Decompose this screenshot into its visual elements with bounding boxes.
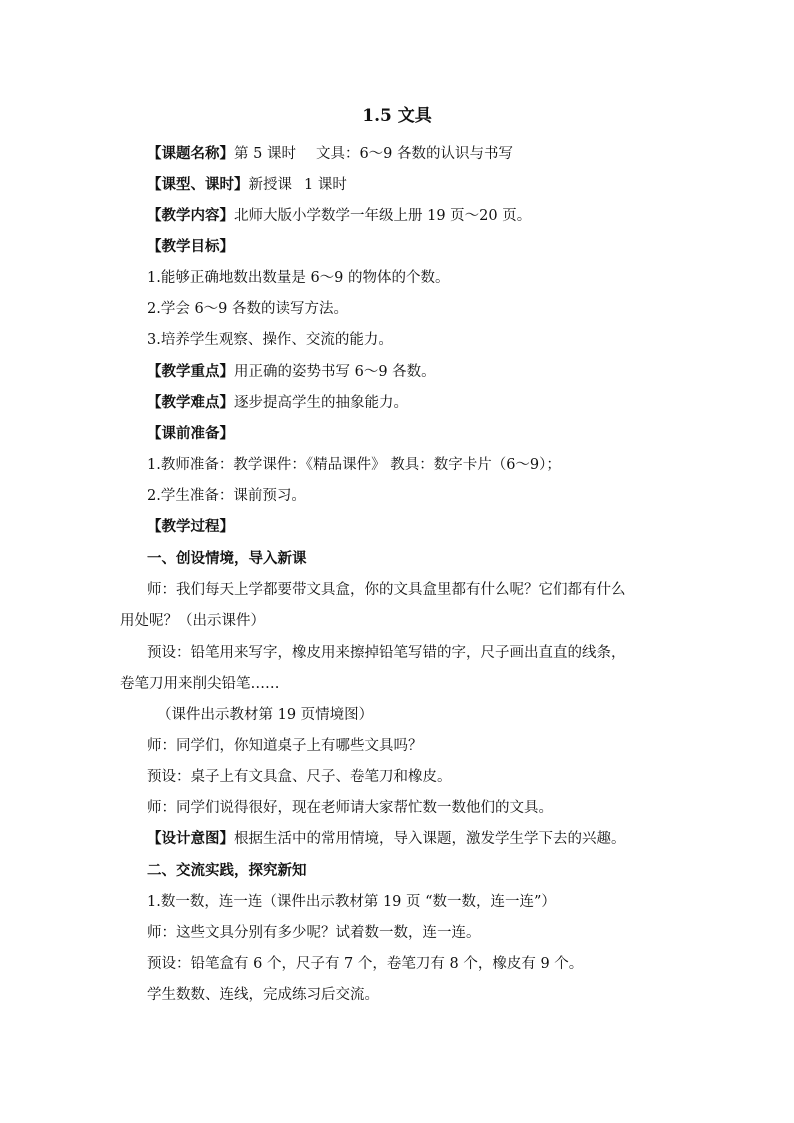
- label-prep: 【课前准备】: [147, 425, 234, 442]
- paragraph-line: 师：同学们说得很好，现在老师请大家帮忙数一数他们的文具。: [147, 800, 553, 816]
- paragraph-line: 预设：铅笔用来写字，橡皮用来擦掉铅笔写错的字，尺子画出直直的线条，: [147, 645, 626, 661]
- topic-period: 第 5 课时: [234, 146, 296, 162]
- paragraph-line: 预设：桌子上有文具盒、尺子、卷笔刀和橡皮。: [147, 769, 452, 785]
- row-content: [147, 206, 707, 226]
- row-topic: [147, 144, 707, 164]
- paragraph-line: 师：这些文具分别有多少呢？试着数一数，连一连。: [147, 925, 481, 941]
- topic-name: 文具：6～9 各数的认识与书写: [315, 146, 514, 162]
- design-intent-text: 根据生活中的常用情境，导入课题，激发学生学下去的兴趣。: [234, 831, 626, 847]
- row-difficulty: [147, 393, 707, 413]
- type-value: 新授课: [248, 177, 292, 193]
- section2-heading: 二、交流实践，探究新知: [147, 862, 307, 879]
- paragraph-line: 1.数一数，连一连（课件出示教材第 19 页 “数一数，连一连”）: [147, 894, 556, 910]
- difficulty-text: 逐步提高学生的抽象能力。: [234, 395, 408, 411]
- goal-item: 2.学会 6～9 各数的读写方法。: [147, 301, 349, 317]
- row-key: [147, 362, 707, 382]
- section1-heading: 一、创设情境，导入新课: [147, 550, 307, 567]
- key-text: 用正确的姿势书写 6～9 各数。: [234, 364, 436, 380]
- paragraph-line: 学生数数、连线，完成练习后交流。: [147, 987, 379, 1003]
- design-intent: [147, 829, 707, 849]
- label-content: 【教学内容】: [147, 207, 234, 224]
- prep-item: 2.学生准备：课前预习。: [147, 488, 306, 504]
- content-text: 北师大版小学数学一年级上册 19 页～20 页。: [234, 208, 532, 224]
- label-topic: 【课题名称】: [147, 145, 234, 162]
- label-key: 【教学重点】: [147, 363, 234, 380]
- label-design-intent: 【设计意图】: [147, 830, 234, 847]
- paragraph-line: 预设：铅笔盒有 6 个，尺子有 7 个，卷笔刀有 8 个，橡皮有 9 个。: [147, 956, 584, 972]
- label-process: 【教学过程】: [147, 518, 234, 535]
- row-type: [147, 175, 707, 195]
- paragraph-line: 师：我们每天上学都要带文具盒，你的文具盒里都有什么呢？它们都有什么: [147, 582, 626, 598]
- label-goals: 【教学目标】: [147, 238, 234, 255]
- goal-item: 1.能够正确地数出数量是 6～9 的物体的个数。: [147, 270, 450, 286]
- goal-item: 3.培养学生观察、操作、交流的能力。: [147, 332, 393, 348]
- type-hours: 1 课时: [304, 177, 347, 193]
- label-type: 【课型、课时】: [147, 176, 249, 193]
- paragraph-line: 卷笔刀用来削尖铅笔……: [120, 676, 280, 692]
- paragraph-line: 用处呢？（出示课件）: [120, 613, 265, 629]
- prep-item: 1.教师准备：教学课件：《精品课件》 教具：数字卡片（6～9）；: [147, 457, 561, 473]
- document-title: 1.5 文具: [362, 106, 432, 126]
- paragraph-line: （课件出示教材第 19 页情境图）: [157, 707, 374, 723]
- paragraph-line: 师：同学们，你知道桌子上有哪些文具吗？: [147, 738, 423, 754]
- label-difficulty: 【教学难点】: [147, 394, 234, 411]
